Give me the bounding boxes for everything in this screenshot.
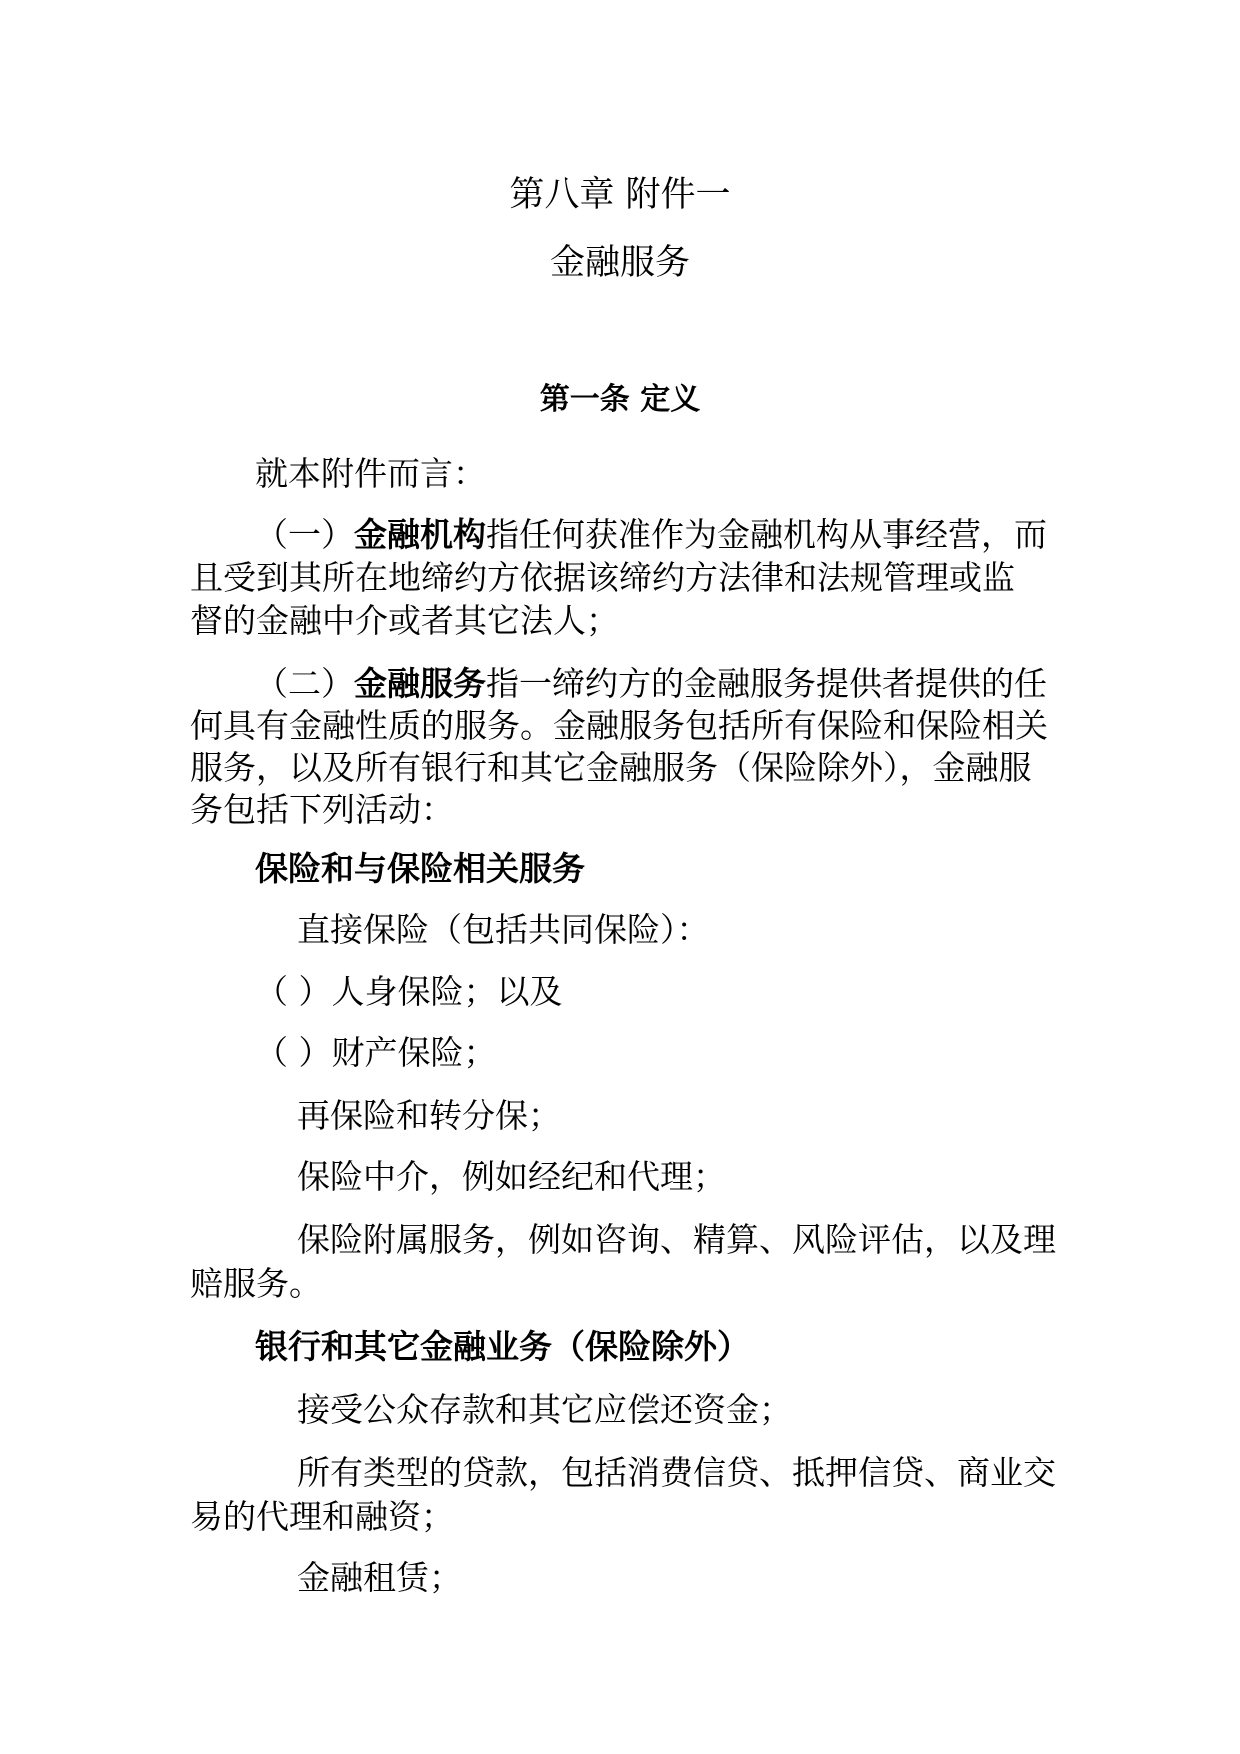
definition-1-label: （一） [255, 515, 354, 554]
banking-section-heading: 银行和其它金融业务（保险除外） [255, 1327, 750, 1366]
definition-2-line-3: 服务，以及所有银行和其它金融服务（保险除外），金融服 [190, 748, 1032, 787]
lending-line-2: 易的代理和融资； [190, 1497, 454, 1536]
definition-1-line-3: 督的金融中介或者其它法人； [190, 601, 619, 640]
definition-2-first-line [255, 662, 1047, 705]
lending-line-1: 所有类型的贷款，包括消费信贷、抵押信贷、商业交 [297, 1453, 1056, 1492]
article-intro: 就本附件而言： [255, 454, 486, 493]
financial-leasing-item: 金融租赁； [297, 1558, 462, 1597]
definition-1-text: 指任何获准作为金融机构从事经营，而 [486, 515, 1047, 554]
definition-2-term: 金融服务 [354, 664, 486, 703]
definition-2-text: 指一缔约方的金融服务提供者提供的任 [486, 664, 1047, 703]
definition-2-label: （二） [255, 664, 354, 703]
direct-insurance-item: 直接保险（包括共同保险）： [297, 910, 710, 949]
property-insurance-item: （ ）财产保险； [255, 1033, 497, 1072]
definition-2-line-4: 务包括下列活动： [190, 790, 454, 829]
definition-2-line-2: 何具有金融性质的服务。金融服务包括所有保险和保险相关 [190, 706, 1048, 745]
auxiliary-services-line-1: 保险附属服务，例如咨询、精算、风险评估，以及理 [297, 1220, 1056, 1259]
annex-title: 金融服务 [549, 243, 690, 283]
life-insurance-item: （ ）人身保险；以及 [255, 972, 563, 1011]
insurance-section-heading: 保险和与保险相关服务 [255, 849, 585, 888]
definition-1-first-line [255, 513, 1047, 556]
reinsurance-item: 再保险和转分保； [297, 1096, 561, 1135]
article-heading: 第一条 定义 [539, 382, 701, 417]
definition-1-term: 金融机构 [354, 515, 486, 554]
auxiliary-services-line-2: 赔服务。 [190, 1264, 322, 1303]
deposits-item: 接受公众存款和其它应偿还资金； [297, 1390, 792, 1429]
chapter-title: 第八章 附件一 [509, 175, 731, 215]
definition-1-line-2: 且受到其所在地缔约方依据该缔约方法律和法规管理或监 [190, 558, 1015, 597]
insurance-intermediation-item: 保险中介，例如经纪和代理； [297, 1157, 726, 1196]
